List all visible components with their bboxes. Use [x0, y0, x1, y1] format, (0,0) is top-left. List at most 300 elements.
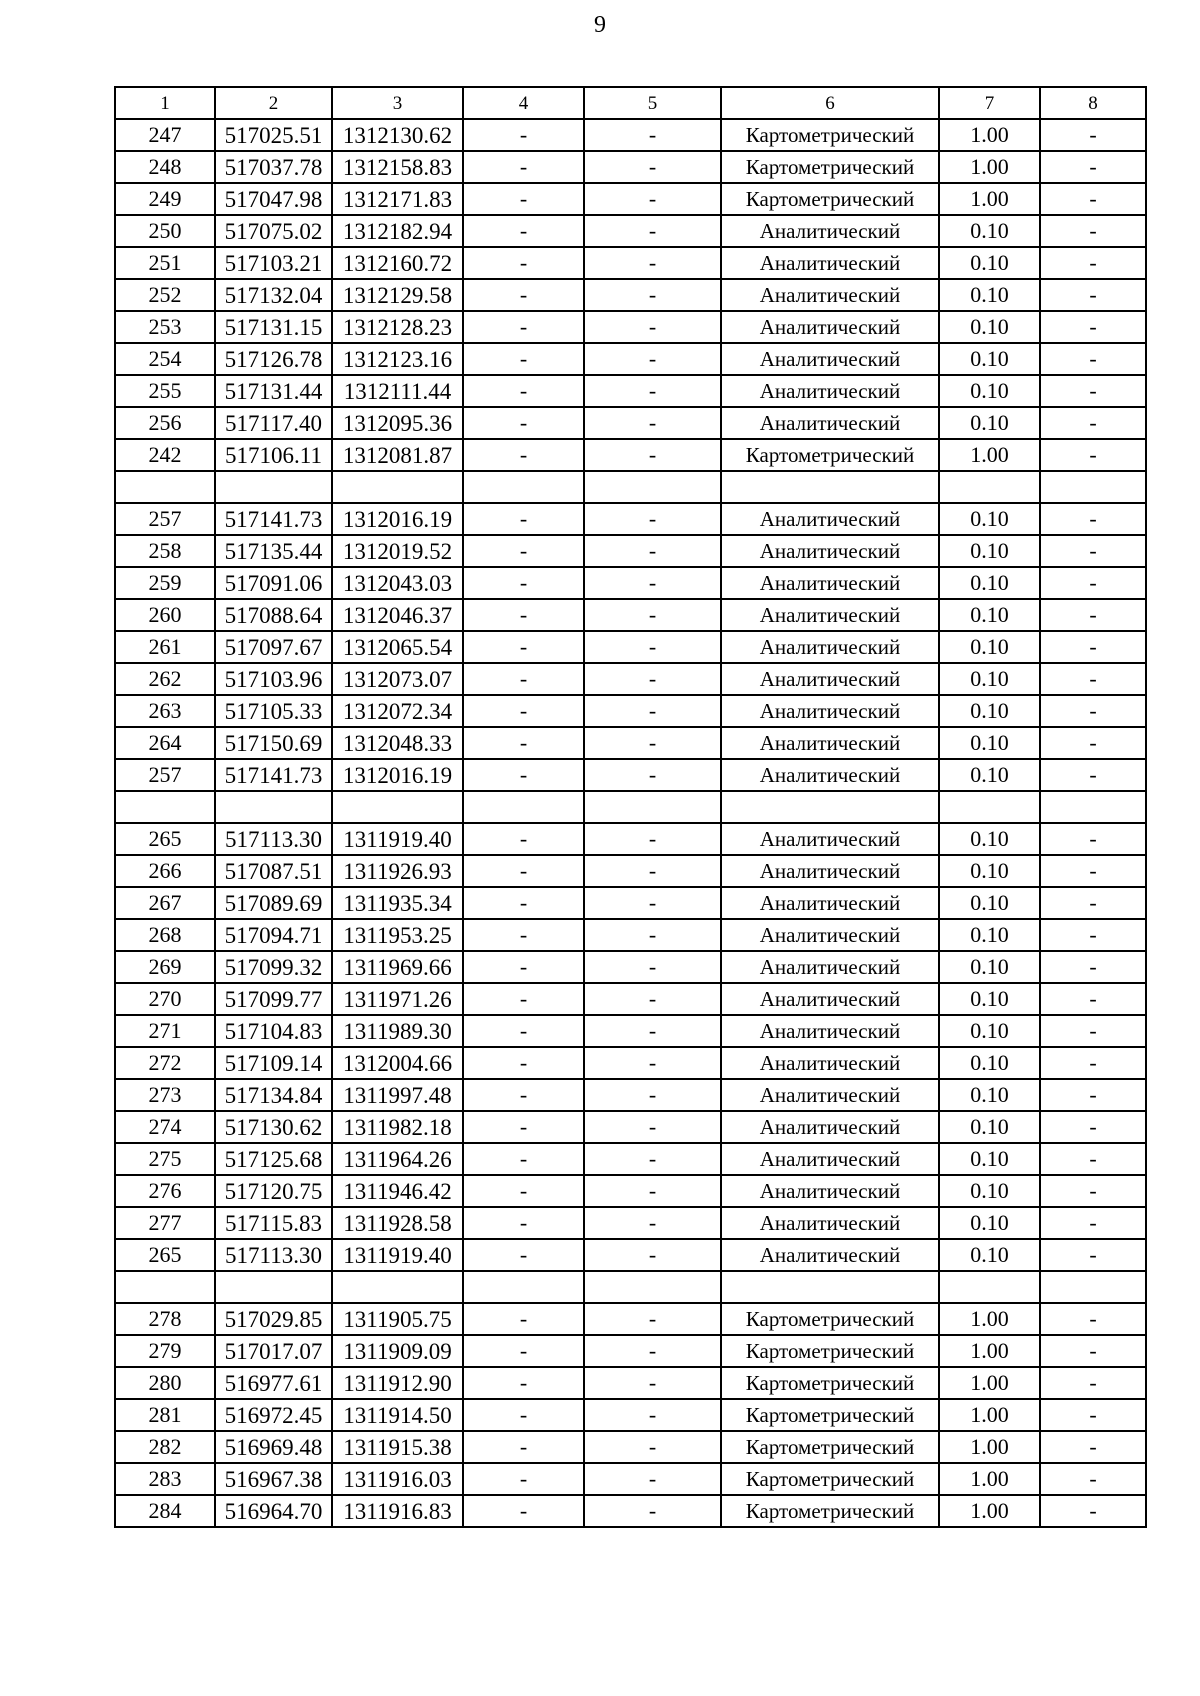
- coord-x-cell: 517126.78: [215, 343, 332, 375]
- table-row: [115, 1399, 1146, 1431]
- col-8-cell: -: [1040, 1111, 1146, 1143]
- coord-x-cell: 517047.98: [215, 183, 332, 215]
- table-separator-row: [115, 1271, 1146, 1303]
- col-8-cell: -: [1040, 503, 1146, 535]
- coord-x-cell: 516967.38: [215, 1463, 332, 1495]
- coord-y-cell: 1312123.16: [332, 343, 463, 375]
- column-header-7: 7: [939, 87, 1040, 119]
- coord-x-cell: [215, 471, 332, 503]
- method-cell: Аналитический: [721, 1239, 939, 1271]
- method-cell: Аналитический: [721, 1175, 939, 1207]
- point-number-cell: [115, 471, 215, 503]
- table-row: [115, 1335, 1146, 1367]
- col-4-cell: -: [463, 119, 584, 151]
- col-5-cell: -: [584, 311, 721, 343]
- coord-x-cell: 517125.68: [215, 1143, 332, 1175]
- coord-y-cell: 1311953.25: [332, 919, 463, 951]
- table-row: [115, 1015, 1146, 1047]
- method-cell: Аналитический: [721, 919, 939, 951]
- col-8-cell: -: [1040, 759, 1146, 791]
- col-5-cell: -: [584, 695, 721, 727]
- coord-y-cell: [332, 791, 463, 823]
- coord-y-cell: 1311982.18: [332, 1111, 463, 1143]
- accuracy-cell: 0.10: [939, 663, 1040, 695]
- method-cell: Аналитический: [721, 1047, 939, 1079]
- coord-x-cell: 517029.85: [215, 1303, 332, 1335]
- method-cell: [721, 1271, 939, 1303]
- col-4-cell: -: [463, 503, 584, 535]
- coord-y-cell: 1311909.09: [332, 1335, 463, 1367]
- point-number-cell: 260: [115, 599, 215, 631]
- point-number-cell: 249: [115, 183, 215, 215]
- col-4-cell: -: [463, 279, 584, 311]
- point-number-cell: 270: [115, 983, 215, 1015]
- point-number-cell: [115, 791, 215, 823]
- coord-y-cell: [332, 471, 463, 503]
- coord-x-cell: 517117.40: [215, 407, 332, 439]
- point-number-cell: 272: [115, 1047, 215, 1079]
- accuracy-cell: 0.10: [939, 631, 1040, 663]
- accuracy-cell: 0.10: [939, 407, 1040, 439]
- col-4-cell: -: [463, 855, 584, 887]
- col-4-cell: -: [463, 567, 584, 599]
- coord-y-cell: 1312016.19: [332, 503, 463, 535]
- coord-y-cell: 1312128.23: [332, 311, 463, 343]
- col-5-cell: [584, 791, 721, 823]
- point-number-cell: 284: [115, 1495, 215, 1527]
- accuracy-cell: 0.10: [939, 1207, 1040, 1239]
- accuracy-cell: 0.10: [939, 1079, 1040, 1111]
- col-5-cell: -: [584, 1175, 721, 1207]
- coord-x-cell: 517104.83: [215, 1015, 332, 1047]
- accuracy-cell: 0.10: [939, 215, 1040, 247]
- coord-x-cell: [215, 791, 332, 823]
- col-4-cell: -: [463, 823, 584, 855]
- col-8-cell: -: [1040, 215, 1146, 247]
- accuracy-cell: 0.10: [939, 311, 1040, 343]
- method-cell: Аналитический: [721, 1111, 939, 1143]
- table-row: [115, 151, 1146, 183]
- point-number-cell: 263: [115, 695, 215, 727]
- point-number-cell: 275: [115, 1143, 215, 1175]
- col-4-cell: -: [463, 1239, 584, 1271]
- col-8-cell: -: [1040, 951, 1146, 983]
- coord-y-cell: 1311971.26: [332, 983, 463, 1015]
- col-5-cell: -: [584, 1143, 721, 1175]
- accuracy-cell: [939, 471, 1040, 503]
- accuracy-cell: 0.10: [939, 887, 1040, 919]
- point-number-cell: 253: [115, 311, 215, 343]
- col-5-cell: -: [584, 279, 721, 311]
- col-5-cell: -: [584, 439, 721, 471]
- accuracy-cell: 0.10: [939, 759, 1040, 791]
- column-header-6: 6: [721, 87, 939, 119]
- coord-y-cell: 1312046.37: [332, 599, 463, 631]
- coord-x-cell: 517109.14: [215, 1047, 332, 1079]
- table-row: [115, 1143, 1146, 1175]
- col-5-cell: -: [584, 1047, 721, 1079]
- column-header-2: 2: [215, 87, 332, 119]
- point-number-cell: 283: [115, 1463, 215, 1495]
- coord-x-cell: 516969.48: [215, 1431, 332, 1463]
- col-5-cell: -: [584, 567, 721, 599]
- table-row: [115, 599, 1146, 631]
- col-5-cell: -: [584, 1431, 721, 1463]
- col-8-cell: -: [1040, 247, 1146, 279]
- col-5-cell: -: [584, 503, 721, 535]
- col-8-cell: -: [1040, 631, 1146, 663]
- coord-y-cell: 1312129.58: [332, 279, 463, 311]
- point-number-cell: 269: [115, 951, 215, 983]
- coord-y-cell: 1312171.83: [332, 183, 463, 215]
- table-row: [115, 1463, 1146, 1495]
- table-row: [115, 727, 1146, 759]
- point-number-cell: 268: [115, 919, 215, 951]
- col-8-cell: -: [1040, 1015, 1146, 1047]
- col-8-cell: [1040, 791, 1146, 823]
- col-4-cell: -: [463, 983, 584, 1015]
- point-number-cell: 261: [115, 631, 215, 663]
- col-4-cell: -: [463, 183, 584, 215]
- point-number-cell: 251: [115, 247, 215, 279]
- col-8-cell: -: [1040, 1143, 1146, 1175]
- table-row: [115, 215, 1146, 247]
- col-4-cell: -: [463, 951, 584, 983]
- method-cell: Аналитический: [721, 375, 939, 407]
- accuracy-cell: 1.00: [939, 1463, 1040, 1495]
- col-5-cell: -: [584, 759, 721, 791]
- table-row: [115, 343, 1146, 375]
- col-4-cell: -: [463, 439, 584, 471]
- col-8-cell: -: [1040, 599, 1146, 631]
- coord-x-cell: 517105.33: [215, 695, 332, 727]
- method-cell: Аналитический: [721, 823, 939, 855]
- col-8-cell: -: [1040, 535, 1146, 567]
- col-8-cell: -: [1040, 855, 1146, 887]
- col-8-cell: -: [1040, 695, 1146, 727]
- method-cell: Аналитический: [721, 503, 939, 535]
- accuracy-cell: 0.10: [939, 535, 1040, 567]
- col-5-cell: -: [584, 1111, 721, 1143]
- table-row: [115, 1431, 1146, 1463]
- col-5-cell: -: [584, 823, 721, 855]
- col-4-cell: -: [463, 247, 584, 279]
- col-4-cell: -: [463, 663, 584, 695]
- col-8-cell: -: [1040, 1335, 1146, 1367]
- point-number-cell: 242: [115, 439, 215, 471]
- method-cell: Картометрический: [721, 183, 939, 215]
- col-4-cell: -: [463, 631, 584, 663]
- method-cell: [721, 471, 939, 503]
- point-number-cell: 257: [115, 503, 215, 535]
- col-8-cell: -: [1040, 1175, 1146, 1207]
- table-row: [115, 183, 1146, 215]
- coord-x-cell: 517103.96: [215, 663, 332, 695]
- accuracy-cell: 0.10: [939, 1015, 1040, 1047]
- table-row: [115, 1047, 1146, 1079]
- method-cell: Аналитический: [721, 407, 939, 439]
- col-5-cell: -: [584, 1495, 721, 1527]
- method-cell: Аналитический: [721, 951, 939, 983]
- coord-x-cell: 516972.45: [215, 1399, 332, 1431]
- accuracy-cell: 0.10: [939, 1143, 1040, 1175]
- col-8-cell: -: [1040, 663, 1146, 695]
- col-4-cell: -: [463, 535, 584, 567]
- method-cell: Картометрический: [721, 1431, 939, 1463]
- accuracy-cell: 0.10: [939, 983, 1040, 1015]
- point-number-cell: 274: [115, 1111, 215, 1143]
- coord-x-cell: 516964.70: [215, 1495, 332, 1527]
- col-5-cell: -: [584, 1079, 721, 1111]
- col-8-cell: -: [1040, 439, 1146, 471]
- accuracy-cell: 0.10: [939, 1239, 1040, 1271]
- col-8-cell: -: [1040, 919, 1146, 951]
- point-number-cell: 281: [115, 1399, 215, 1431]
- table-row: [115, 695, 1146, 727]
- col-5-cell: -: [584, 599, 721, 631]
- point-number-cell: 255: [115, 375, 215, 407]
- col-4-cell: [463, 471, 584, 503]
- coord-y-cell: 1311946.42: [332, 1175, 463, 1207]
- point-number-cell: 278: [115, 1303, 215, 1335]
- col-8-cell: -: [1040, 343, 1146, 375]
- coord-y-cell: 1311916.83: [332, 1495, 463, 1527]
- accuracy-cell: 0.10: [939, 855, 1040, 887]
- col-4-cell: -: [463, 1079, 584, 1111]
- table-row: [115, 951, 1146, 983]
- col-4-cell: -: [463, 1431, 584, 1463]
- coord-y-cell: 1312081.87: [332, 439, 463, 471]
- col-4-cell: -: [463, 311, 584, 343]
- table-row: [115, 1495, 1146, 1527]
- point-number-cell: 267: [115, 887, 215, 919]
- method-cell: Аналитический: [721, 1207, 939, 1239]
- col-8-cell: -: [1040, 1047, 1146, 1079]
- column-header-4: 4: [463, 87, 584, 119]
- coord-x-cell: 517094.71: [215, 919, 332, 951]
- col-5-cell: -: [584, 1303, 721, 1335]
- coord-y-cell: 1311969.66: [332, 951, 463, 983]
- table-separator-row: [115, 791, 1146, 823]
- coord-x-cell: 517113.30: [215, 1239, 332, 1271]
- point-number-cell: 262: [115, 663, 215, 695]
- coord-x-cell: 517131.15: [215, 311, 332, 343]
- coord-x-cell: 517135.44: [215, 535, 332, 567]
- method-cell: Аналитический: [721, 855, 939, 887]
- col-5-cell: -: [584, 1367, 721, 1399]
- col-5-cell: -: [584, 119, 721, 151]
- coord-x-cell: 517131.44: [215, 375, 332, 407]
- col-8-cell: -: [1040, 727, 1146, 759]
- col-5-cell: -: [584, 663, 721, 695]
- col-5-cell: -: [584, 183, 721, 215]
- method-cell: Аналитический: [721, 567, 939, 599]
- point-number-cell: 257: [115, 759, 215, 791]
- coord-x-cell: [215, 1271, 332, 1303]
- method-cell: Аналитический: [721, 631, 939, 663]
- coord-y-cell: 1312016.19: [332, 759, 463, 791]
- accuracy-cell: 1.00: [939, 1399, 1040, 1431]
- accuracy-cell: 1.00: [939, 183, 1040, 215]
- col-5-cell: -: [584, 343, 721, 375]
- col-5-cell: -: [584, 1015, 721, 1047]
- accuracy-cell: 0.10: [939, 1047, 1040, 1079]
- table-row: [115, 567, 1146, 599]
- coord-y-cell: 1311935.34: [332, 887, 463, 919]
- table-row: [115, 1175, 1146, 1207]
- col-8-cell: -: [1040, 1079, 1146, 1111]
- method-cell: Картометрический: [721, 1399, 939, 1431]
- coord-x-cell: 517103.21: [215, 247, 332, 279]
- col-4-cell: -: [463, 759, 584, 791]
- coord-y-cell: 1311915.38: [332, 1431, 463, 1463]
- table-row: [115, 919, 1146, 951]
- coord-x-cell: 517132.04: [215, 279, 332, 311]
- point-number-cell: [115, 1271, 215, 1303]
- table-row: [115, 759, 1146, 791]
- coord-y-cell: 1311912.90: [332, 1367, 463, 1399]
- coord-x-cell: 516977.61: [215, 1367, 332, 1399]
- col-5-cell: -: [584, 855, 721, 887]
- coord-x-cell: 517106.11: [215, 439, 332, 471]
- coord-y-cell: 1311989.30: [332, 1015, 463, 1047]
- coordinates-table: [114, 86, 1147, 1528]
- method-cell: Аналитический: [721, 215, 939, 247]
- col-8-cell: -: [1040, 375, 1146, 407]
- coord-y-cell: 1312043.03: [332, 567, 463, 599]
- point-number-cell: 247: [115, 119, 215, 151]
- method-cell: Аналитический: [721, 247, 939, 279]
- coord-y-cell: 1311928.58: [332, 1207, 463, 1239]
- col-8-cell: -: [1040, 407, 1146, 439]
- method-cell: Картометрический: [721, 1335, 939, 1367]
- col-8-cell: -: [1040, 279, 1146, 311]
- accuracy-cell: 0.10: [939, 695, 1040, 727]
- coord-x-cell: 517099.77: [215, 983, 332, 1015]
- col-8-cell: -: [1040, 183, 1146, 215]
- point-number-cell: 273: [115, 1079, 215, 1111]
- coord-y-cell: 1312073.07: [332, 663, 463, 695]
- accuracy-cell: 0.10: [939, 247, 1040, 279]
- method-cell: Картометрический: [721, 151, 939, 183]
- accuracy-cell: [939, 1271, 1040, 1303]
- table-separator-row: [115, 471, 1146, 503]
- col-5-cell: -: [584, 1207, 721, 1239]
- accuracy-cell: 1.00: [939, 1495, 1040, 1527]
- column-header-1: 1: [115, 87, 215, 119]
- method-cell: Картометрический: [721, 1303, 939, 1335]
- col-5-cell: -: [584, 375, 721, 407]
- coord-y-cell: 1311919.40: [332, 823, 463, 855]
- col-8-cell: -: [1040, 119, 1146, 151]
- col-8-cell: -: [1040, 823, 1146, 855]
- coord-x-cell: 517115.83: [215, 1207, 332, 1239]
- coord-y-cell: 1311964.26: [332, 1143, 463, 1175]
- col-8-cell: -: [1040, 567, 1146, 599]
- point-number-cell: 265: [115, 1239, 215, 1271]
- col-8-cell: [1040, 1271, 1146, 1303]
- col-4-cell: -: [463, 727, 584, 759]
- coord-x-cell: 517037.78: [215, 151, 332, 183]
- col-4-cell: -: [463, 1175, 584, 1207]
- col-8-cell: -: [1040, 983, 1146, 1015]
- accuracy-cell: 0.10: [939, 823, 1040, 855]
- col-8-cell: -: [1040, 151, 1146, 183]
- point-number-cell: 282: [115, 1431, 215, 1463]
- accuracy-cell: 0.10: [939, 951, 1040, 983]
- accuracy-cell: 1.00: [939, 151, 1040, 183]
- coord-x-cell: 517075.02: [215, 215, 332, 247]
- col-5-cell: -: [584, 535, 721, 567]
- coord-x-cell: 517025.51: [215, 119, 332, 151]
- col-4-cell: -: [463, 1207, 584, 1239]
- table-row: [115, 119, 1146, 151]
- col-5-cell: -: [584, 983, 721, 1015]
- coord-x-cell: 517141.73: [215, 503, 332, 535]
- col-4-cell: -: [463, 887, 584, 919]
- accuracy-cell: 1.00: [939, 1303, 1040, 1335]
- col-4-cell: -: [463, 919, 584, 951]
- point-number-cell: 252: [115, 279, 215, 311]
- coord-y-cell: 1312048.33: [332, 727, 463, 759]
- col-5-cell: -: [584, 887, 721, 919]
- point-number-cell: 280: [115, 1367, 215, 1399]
- coord-x-cell: 517097.67: [215, 631, 332, 663]
- accuracy-cell: 0.10: [939, 567, 1040, 599]
- col-4-cell: -: [463, 1399, 584, 1431]
- col-4-cell: -: [463, 1495, 584, 1527]
- accuracy-cell: 1.00: [939, 1367, 1040, 1399]
- accuracy-cell: 0.10: [939, 375, 1040, 407]
- col-5-cell: -: [584, 407, 721, 439]
- col-5-cell: -: [584, 151, 721, 183]
- method-cell: Аналитический: [721, 599, 939, 631]
- col-8-cell: -: [1040, 1495, 1146, 1527]
- coord-x-cell: 517141.73: [215, 759, 332, 791]
- coord-y-cell: 1312004.66: [332, 1047, 463, 1079]
- point-number-cell: 256: [115, 407, 215, 439]
- col-4-cell: -: [463, 1335, 584, 1367]
- col-5-cell: [584, 471, 721, 503]
- method-cell: Аналитический: [721, 279, 939, 311]
- accuracy-cell: 0.10: [939, 1111, 1040, 1143]
- table-row: [115, 663, 1146, 695]
- table-row: [115, 823, 1146, 855]
- coord-y-cell: 1311997.48: [332, 1079, 463, 1111]
- col-8-cell: -: [1040, 311, 1146, 343]
- coord-x-cell: 517017.07: [215, 1335, 332, 1367]
- col-4-cell: -: [463, 1047, 584, 1079]
- accuracy-cell: 0.10: [939, 599, 1040, 631]
- col-4-cell: -: [463, 343, 584, 375]
- table-row: [115, 855, 1146, 887]
- page-number: 9: [594, 12, 606, 38]
- method-cell: Аналитический: [721, 887, 939, 919]
- coord-y-cell: 1311914.50: [332, 1399, 463, 1431]
- accuracy-cell: 0.10: [939, 919, 1040, 951]
- col-4-cell: -: [463, 1143, 584, 1175]
- col-8-cell: -: [1040, 1239, 1146, 1271]
- col-5-cell: -: [584, 727, 721, 759]
- col-4-cell: [463, 1271, 584, 1303]
- col-8-cell: -: [1040, 1463, 1146, 1495]
- coord-y-cell: 1312095.36: [332, 407, 463, 439]
- method-cell: Аналитический: [721, 535, 939, 567]
- method-cell: Картометрический: [721, 439, 939, 471]
- col-8-cell: -: [1040, 887, 1146, 919]
- method-cell: Аналитический: [721, 1079, 939, 1111]
- col-4-cell: -: [463, 407, 584, 439]
